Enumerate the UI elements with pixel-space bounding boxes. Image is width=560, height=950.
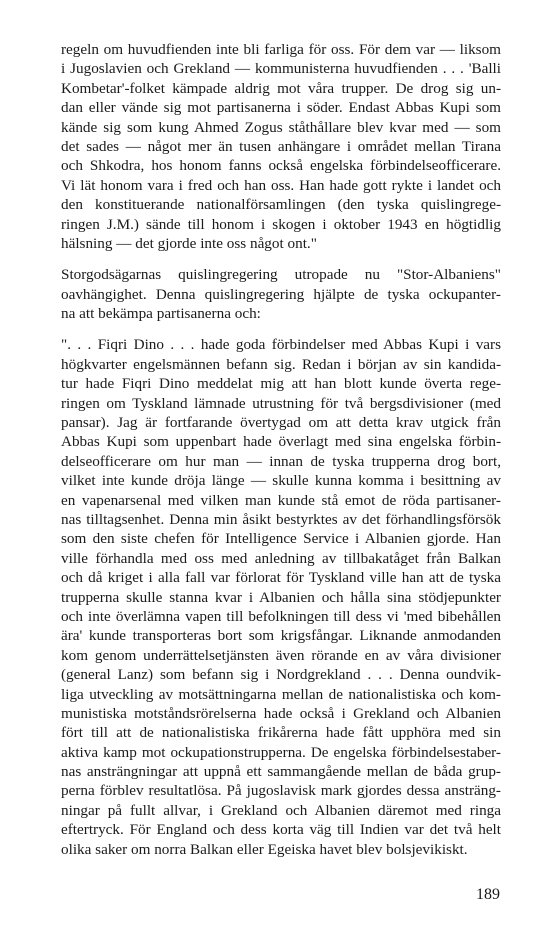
text-line: i Jugoslavien och Grekland — kommunisterna huvudfienden . . . 'Balli: [61, 60, 501, 78]
paragraph: [61, 335, 501, 859]
text-line: vilket inte kunde dröja länge — skulle kunna komma i besittning av: [61, 472, 501, 490]
paragraph: [61, 265, 501, 323]
text-line: (general Lanz) som befann sig i Nordgrekland . . . Denna oundvik-: [61, 666, 501, 684]
text-line: som den siste chefen för Intelligence Service i Albanien gjorde. Han: [61, 530, 501, 548]
text-line: kände sig som kung Ahmed Zogus ståthållare blev kvar med — som: [61, 118, 501, 136]
text-line: den konstituerande nationalförsamlingen (den tyska quislingrege-: [61, 196, 501, 214]
text-line: hälsning — det gjorde inte oss något ont.": [61, 234, 317, 252]
text-line: och Shkodra, hos honom fanns också engelska förbindelseofficerare.: [61, 157, 501, 175]
text-line: perna förblev resultatlösa. På jugoslavisk mark gjordes dessa ansträng-: [61, 782, 501, 800]
text-line: na att bekämpa partisanerna och:: [61, 305, 261, 323]
paragraph: [61, 40, 501, 253]
text-line: nas tilltagsenhet. Denna min åsikt bestyrktes av det förhandlingsförsök: [61, 510, 501, 528]
text-line: oavhängighet. Denna quislingregering hjälpte de tyska ockupanter-: [61, 285, 501, 303]
text-line: aktiva kamp mot ockupationstrupperna. De engelska förbindelsestaber-: [61, 743, 501, 761]
paragraph-gap: [61, 253, 501, 265]
text-line: ville förhandla med oss med anledning av tillbakatåget från Balkan: [61, 549, 501, 567]
text-line: Kombetar'-folket kämpade aldrig mot våra trupper. De drog sig un-: [61, 79, 501, 97]
text-line: ningar på fullt allvar, i Grekland och Albanien däremot med ringa: [61, 801, 501, 819]
text-line: tur hade Fiqri Dino meddelat mig att han blott kunde överta rege-: [61, 375, 501, 393]
text-line: och inte överlämna vapen till befolkningen till dess vi 'med bibehållen: [61, 607, 501, 625]
text-line: nas ansträngningar att uppnå ett sammangående mellan de båda grup-: [61, 763, 501, 781]
text-line: ringen om Tyskland lämnade utrustning för två bergsdivisioner (med: [61, 394, 501, 412]
text-line: högkvarter engelsmännen befann sig. Redan i början av sin kandida-: [61, 355, 501, 373]
text-line: det sades — något mer än tusen anhängare i området mellan Tirana: [61, 137, 501, 155]
text-line: ringen J.M.) sände till honom i skogen i oktober 1943 en högtidlig: [61, 215, 501, 233]
text-line: munistiska motståndsrörelserna hade också i Grekland och Albanien: [61, 704, 501, 722]
text-line: eftertryck. För England och dess korta väg till Indien var det två helt: [61, 821, 501, 839]
text-line: en vapenarsenal med vilken man kunde stå emot de röda partisaner-: [61, 491, 501, 509]
text-line: ". . . Fiqri Dino . . . hade goda förbindelser med Abbas Kupi i vars: [61, 336, 501, 354]
text-line: ära' kunde transporteras bort som krigsfångar. Liknande anmodanden: [61, 627, 501, 645]
text-line: Storgodsägarnas quislingregering utropade nu "Stor-Albaniens": [61, 266, 501, 284]
text-line: regeln om huvudfienden inte bli farliga för oss. För dem var — liksom: [61, 41, 501, 58]
page-number: 189: [476, 886, 500, 903]
text-line: Abbas Kupi som uppenbart hade överlagt med sina engelska förbin-: [61, 433, 501, 451]
text-line: och då kriget i alla fall var förlorat för Tyskland ville han att de tyska: [61, 569, 501, 587]
text-line: pansar). Jag är fortfarande övertygad om att detta krav utgick från: [61, 414, 501, 432]
text-line: Vi lät honom vara i fred och han oss. Han hade gott rykte i landet och: [61, 176, 501, 194]
text-line: olika saker om norra Balkan eller Egeiska havet blev bolsjevikiskt.: [61, 840, 468, 858]
paragraph-gap: [61, 323, 501, 335]
text-line: kom genom underrättelsetjänsten även rörande en av våra divisioner: [61, 646, 501, 664]
text-line: fört till att de nationalistiska frikårerna hade fått upphöra med sin: [61, 724, 501, 742]
text-line: delseofficerare om hur man — innan de tyska trupperna drog bort,: [61, 452, 501, 470]
text-line: liga utveckling av motsättningarna mellan de nationalistiska och kom-: [61, 685, 501, 703]
page-text-block: [61, 40, 501, 859]
text-line: dan eller vände sig mot partisanerna i söder. Endast Abbas Kupi som: [61, 99, 501, 117]
text-line: trupperna skulle stanna kvar i Albanien och hålla sina stödjepunkter: [61, 588, 501, 606]
